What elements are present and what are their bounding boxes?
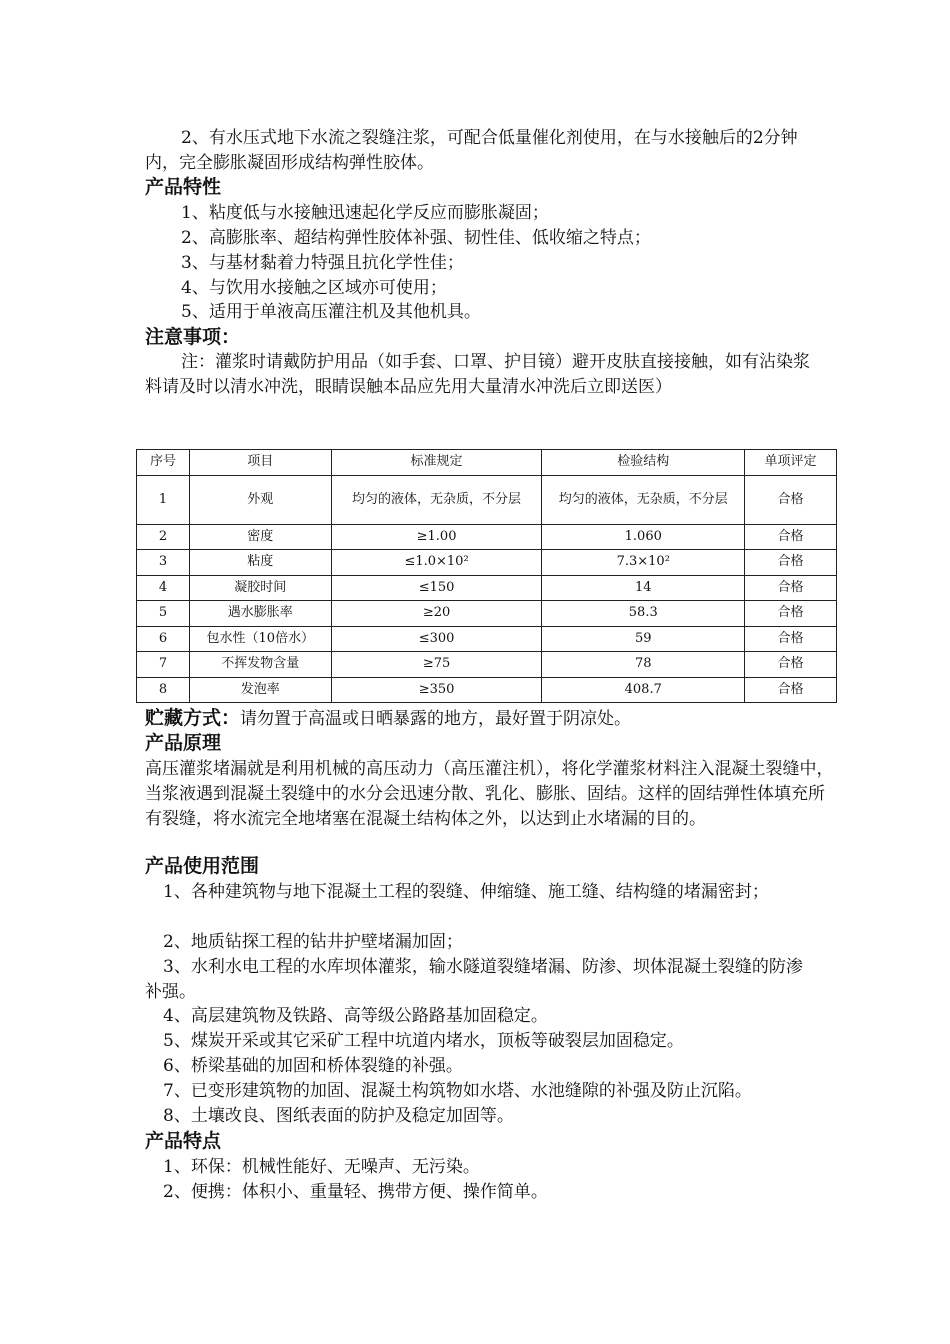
cell-result: 78 (542, 652, 745, 678)
features-item-2: 2、高膨胀率、超结构弹性胶体补强、韧性佳、低收缩之特点； (181, 228, 651, 248)
cell-result: 14 (542, 575, 745, 601)
cell-verdict: 合格 (745, 475, 837, 524)
storage-label: 贮藏方式： (145, 707, 241, 729)
storage-text: 请勿置于高温或日晒暴露的地方，最好置于阴凉处。 (240, 709, 632, 729)
cell-item: 密度 (189, 524, 331, 550)
cell-item: 粘度 (189, 550, 331, 576)
cell-verdict: 合格 (745, 575, 837, 601)
characteristics-item-2: 2、便携：体积小、重量轻、携带方便、操作简单。 (163, 1182, 548, 1202)
cell-index: 4 (137, 575, 190, 601)
cell-verdict: 合格 (745, 626, 837, 652)
cell-verdict: 合格 (745, 550, 837, 576)
cell-result: 59 (542, 626, 745, 652)
cell-item: 遇水膨胀率 (189, 601, 331, 627)
cell-index: 8 (137, 677, 190, 703)
principle-text: 高压灌浆堵漏就是利用机械的高压动力（高压灌注机），将化学灌浆材料注入混凝土裂缝中，当浆液遇到混凝土裂缝中的水分会迅速分散、乳化、膨胀、固结。这样的固结弹性体填充所有裂缝，将水流完全地堵塞在混凝土结构体之外，以达到止水堵漏的目的。 (145, 759, 834, 829)
spec-table (136, 449, 837, 703)
features-item-5: 5、适用于单液高压灌注机及其他机具。 (181, 302, 481, 322)
cell-item: 外观 (189, 475, 331, 524)
cell-index: 1 (137, 475, 190, 524)
scope-item-4: 4、高层建筑物及铁路、高等级公路路基加固稳定。 (163, 1006, 548, 1026)
cell-result: 均匀的液体，无杂质，不分层 (542, 475, 745, 524)
scope-item-7: 7、已变形建筑物的加固、混凝土构筑物如水塔、水池缝隙的补强及防止沉陷。 (163, 1081, 752, 1101)
cell-standard: ≥20 (331, 601, 542, 627)
scope-item-3: 3、水利水电工程的水库坝体灌浆，输水隧道裂缝堵漏、防渗、坝体混凝土裂缝的防渗补强。 (145, 957, 803, 1002)
cell-standard: 均匀的液体，无杂质，不分层 (331, 475, 542, 524)
characteristics-item-1: 1、环保：机械性能好、无噪声、无污染。 (163, 1157, 480, 1177)
cell-result: 7.3×10² (542, 550, 745, 576)
table-row (137, 475, 837, 524)
header-result: 检验结构 (542, 450, 745, 476)
cell-item: 不挥发物含量 (189, 652, 331, 678)
header-standard: 标准规定 (331, 450, 542, 476)
header-verdict: 单项评定 (745, 450, 837, 476)
notice-heading: 注意事项： (145, 326, 241, 348)
table-row (137, 575, 837, 601)
notice-text: 注：灌浆时请戴防护用品（如手套、口罩、护目镜）避开皮肤直接接触，如有沾染浆料请及时以清水冲洗，眼睛误触本品应先用大量清水冲洗后立即送医） (145, 352, 810, 397)
table-row (137, 550, 837, 576)
scope-heading: 产品使用范围 (145, 855, 260, 877)
cell-index: 6 (137, 626, 190, 652)
scope-item-8: 8、土壤改良、图纸表面的防护及稳定加固等。 (163, 1106, 514, 1126)
features-item-4: 4、与饮用水接触之区域亦可使用； (181, 278, 447, 298)
cell-standard: ≥350 (331, 677, 542, 703)
cell-standard: ≥75 (331, 652, 542, 678)
features-heading: 产品特性 (145, 176, 222, 198)
cell-verdict: 合格 (745, 652, 837, 678)
header-item: 项目 (189, 450, 331, 476)
header-index: 序号 (137, 450, 190, 476)
scope-item-5: 5、煤炭开采或其它采矿工程中坑道内堵水，顶板等破裂层加固稳定。 (163, 1031, 684, 1051)
cell-result: 408.7 (542, 677, 745, 703)
scope-item-1: 1、各种建筑物与地下混凝土工程的裂缝、伸缩缝、施工缝、结构缝的堵漏密封； (163, 882, 769, 902)
cell-result: 58.3 (542, 601, 745, 627)
table-row (137, 626, 837, 652)
cell-standard: ≤300 (331, 626, 542, 652)
storage-line (145, 706, 825, 732)
cell-item: 发泡率 (189, 677, 331, 703)
cell-standard: ≥1.00 (331, 524, 542, 550)
principle-heading: 产品原理 (145, 732, 222, 754)
cell-standard: ≤150 (331, 575, 542, 601)
cell-verdict: 合格 (745, 677, 837, 703)
cell-index: 3 (137, 550, 190, 576)
cell-verdict: 合格 (745, 524, 837, 550)
cell-index: 5 (137, 601, 190, 627)
scope-item-6: 6、桥梁基础的加固和桥体裂缝的补强。 (163, 1056, 463, 1076)
table-row (137, 524, 837, 550)
intro-paragraph-2: 2、有水压式地下水流之裂缝注浆，可配合低量催化剂使用，在与水接触后的2分钟内，完全膨胀凝固形成结构弹性胶体。 (145, 128, 798, 173)
cell-result: 1.060 (542, 524, 745, 550)
table-row (137, 677, 837, 703)
features-item-3: 3、与基材黏着力特强且抗化学性佳； (181, 253, 464, 273)
table-row (137, 652, 837, 678)
cell-verdict: 合格 (745, 601, 837, 627)
characteristics-heading: 产品特点 (145, 1130, 222, 1152)
scope-item-2: 2、地质钻探工程的钻井护壁堵漏加固； (163, 932, 463, 952)
cell-item: 包水性（10倍水） (189, 626, 331, 652)
cell-index: 7 (137, 652, 190, 678)
features-item-1: 1、粘度低与水接触迅速起化学反应而膨胀凝固； (181, 203, 549, 223)
table-header-row (137, 450, 837, 476)
cell-standard: ≤1.0×10² (331, 550, 542, 576)
table-row (137, 601, 837, 627)
cell-item: 凝胶时间 (189, 575, 331, 601)
cell-index: 2 (137, 524, 190, 550)
